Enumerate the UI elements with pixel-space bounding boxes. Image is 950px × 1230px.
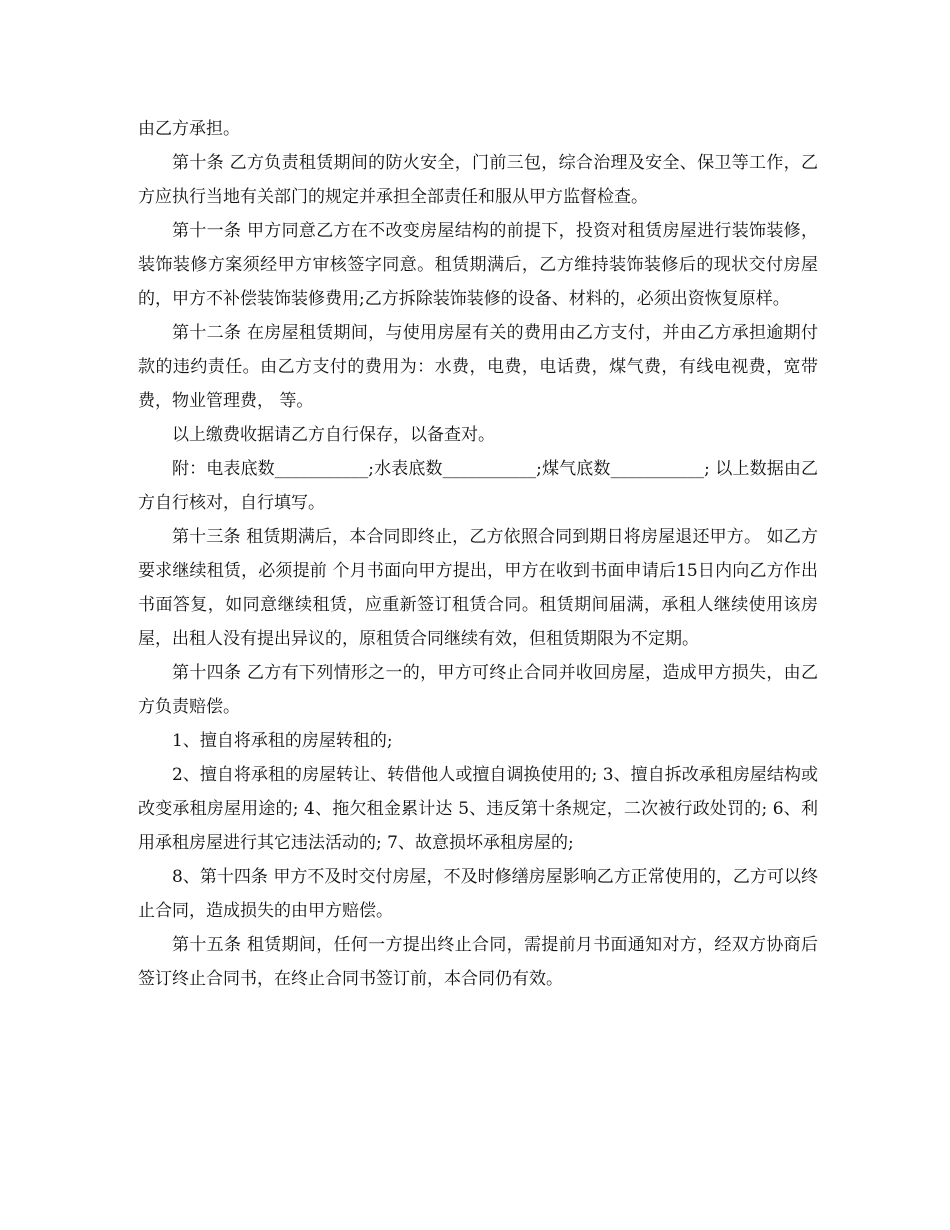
paragraph-item-8: 8、第十四条 甲方不及时交付房屋，不及时修缮房屋影响乙方正常使用的，乙方可以终止合同，造成损失的由甲方赔偿。 <box>138 867 818 921</box>
paragraph-article-10: 第十条 乙方负责租赁期间的防火安全，门前三包，综合治理及安全、保卫等工作，乙方应执行当地有关部门的规定并承担全部责任和服从甲方监督检查。 <box>138 153 818 207</box>
paragraph-meter-readings: 附：电表底数___________;水表底数___________;煤气底数___________; 以上数据由乙方自行核对，自行填写。 <box>138 459 818 513</box>
paragraph-item-1: 1、擅自将承租的房屋转租的; <box>172 731 393 751</box>
paragraph-article-13: 第十三条 租赁期满后，本合同即终止，乙方依照合同到期日将房屋退还甲方。 如乙方要求继续租赁，必须提前 个月书面向甲方提出，甲方在收到书面申请后15日内向乙方作出书面答复，如同意继续租赁，应重新签订租赁合同。租赁期间届满，承租人继续使用该房屋，出租人没有提出异议的，原租赁合同继续有效，但租赁期限为不定期。 <box>138 527 818 649</box>
paragraph-receipts-note: 以上缴费收据请乙方自行保存，以备查对。 <box>172 425 495 445</box>
paragraph-article-11: 第十一条 甲方同意乙方在不改变房屋结构的前提下，投资对租赁房屋进行装饰装修，装饰装修方案须经甲方审核签字同意。租赁期满后，乙方维持装饰装修后的现状交付房屋的，甲方不补偿装饰装修费用;乙方拆除装饰装修的设备、材料的，必须出资恢复原样。 <box>138 221 818 309</box>
paragraph-article-14: 第十四条 乙方有下列情形之一的，甲方可终止合同并收回房屋，造成甲方损失，由乙方负责赔偿。 <box>138 663 818 717</box>
paragraph-continuation: 由乙方承担。 <box>138 119 240 139</box>
paragraph-article-12: 第十二条 在房屋租赁期间，与使用房屋有关的费用由乙方支付，并由乙方承担逾期付款的违约责任。由乙方支付的费用为：水费，电费，电话费，煤气费，有线电视费，宽带费，物业管理费， 等。 <box>138 323 818 411</box>
paragraph-article-15: 第十五条 租赁期间，任何一方提出终止合同，需提前月书面通知对方，经双方协商后签订终止合同书，在终止合同书签订前，本合同仍有效。 <box>138 935 818 989</box>
paragraph-items-2-7: 2、擅自将承租的房屋转让、转借他人或擅自调换使用的; 3、擅自拆改承租房屋结构或改变承租房屋用途的; 4、拖欠租金累计达 5、违反第十条规定，二次被行政处罚的; 6、利用承租房屋进行其它违法活动的; 7、故意损坏承租房屋的; <box>138 765 818 853</box>
document-body <box>138 112 818 996</box>
